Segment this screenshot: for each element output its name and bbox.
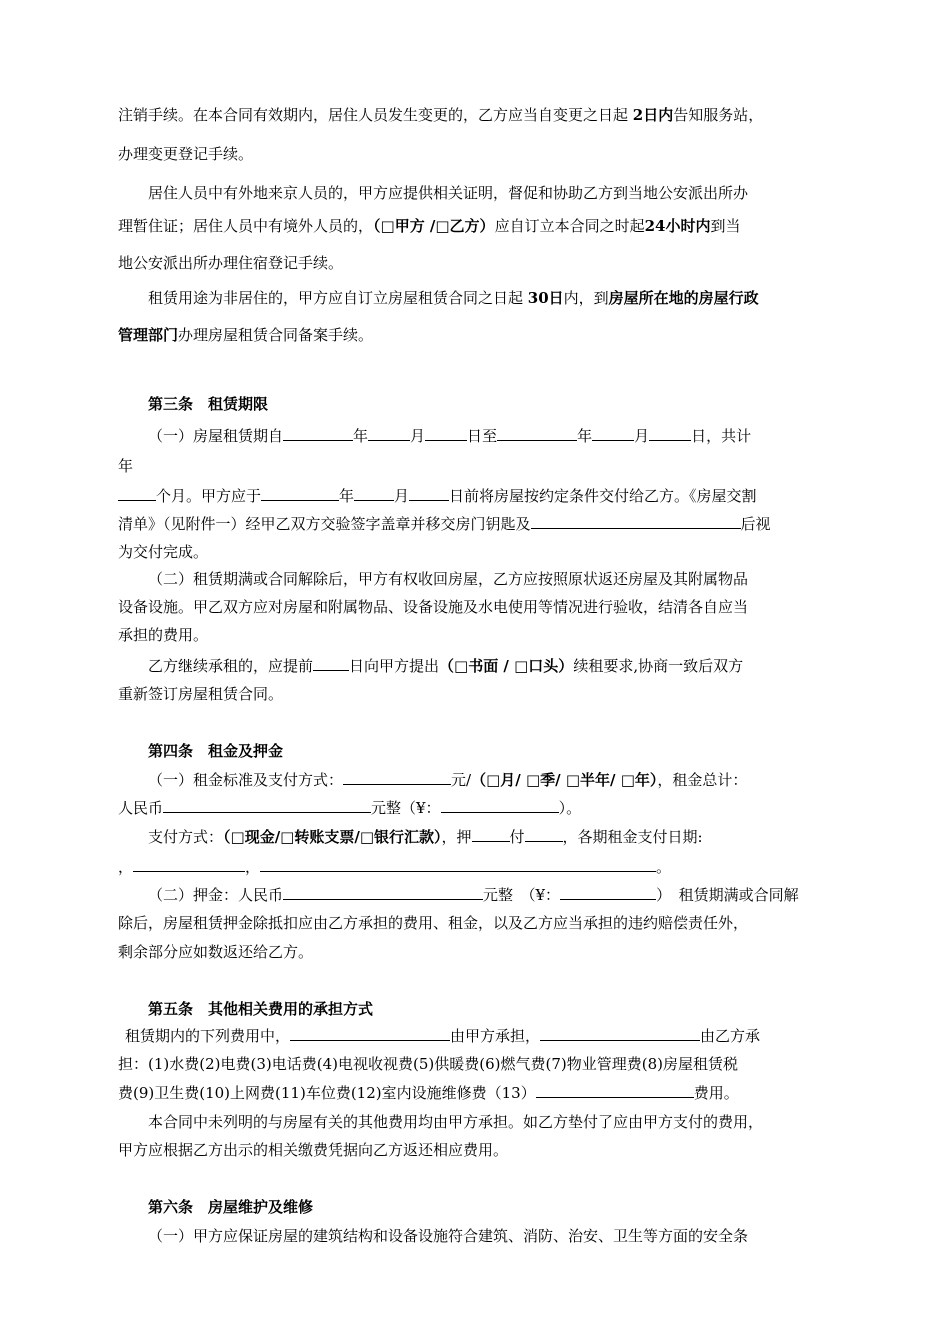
deadline-24h: 24小时内 — [644, 217, 711, 235]
art4-line2: 人民币 元整（¥： ）。 — [118, 799, 582, 817]
deadline-2days: 2日内 — [632, 106, 674, 124]
article-3-title: 第三条 租赁期限 — [148, 395, 269, 413]
blank-pay-date-1[interactable] — [133, 857, 245, 872]
blank-pay-date-2[interactable] — [260, 857, 656, 872]
renewal-form-option[interactable]: （□书面 / □口头） — [439, 657, 574, 675]
art3-line6: （二）租赁期满或合同解除后，甲方有权收回房屋，乙方应按照原状返还房屋及其附属物品 — [148, 570, 749, 588]
art3-line2: 年 — [118, 457, 134, 475]
para2-line2: 理暂住证；居住人员中有境外人员的，（□甲方 /□乙方）应自订立本合同之时起24小时内到当 — [118, 217, 741, 235]
article-5-title: 第五条 其他相关费用的承担方式 — [148, 1000, 374, 1018]
para2-line1: 居住人员中有外地来京人员的，甲方应提供相关证明，督促和协助乙方到当地公安派出所办 — [148, 184, 749, 202]
art3-line8: 承担的费用。 — [118, 626, 209, 644]
article-6-title: 第六条 房屋维护及维修 — [148, 1198, 314, 1216]
art3-line9: 乙方继续承租的，应提前 日向甲方提出（□书面 / □口头）续租要求,协商一致后双方 — [148, 657, 744, 675]
blank-end-month[interactable] — [592, 426, 634, 441]
blank-notice-days[interactable] — [313, 656, 349, 671]
art3-line7: 设备设施。甲乙双方应对房屋和附属物品、设备设施及水电使用等情况进行验收，结清各自应当 — [118, 598, 749, 616]
para3-line1: 租赁用途为非居住的，甲方应自订立房屋租赁合同之日起 30日内，到房屋所在地的房屋行政 — [148, 289, 759, 307]
art5-line3: 费(9)卫生费(10)上网费(11)车位费(12)室内设施维修费（13） 费用。 — [118, 1084, 739, 1102]
blank-tenant-fees[interactable] — [540, 1026, 700, 1041]
blank-deliver-year[interactable] — [261, 486, 339, 501]
art4-line3: 支付方式：（□现金/□转账支票/□银行汇款），押 付 ，各期租金支付日期: — [148, 828, 703, 846]
blank-deliver-day[interactable] — [409, 486, 449, 501]
blank-deposit-num[interactable] — [560, 885, 656, 900]
para1-line1: 注销手续。在本合同有效期内，居住人员发生变更的，乙方应当自变更之日起 2日内告知服务站， — [118, 106, 764, 124]
art6-line1: （一）甲方应保证房屋的建筑结构和设备设施符合建筑、消防、治安、卫生等方面的安全条 — [148, 1227, 749, 1245]
blank-handover-items[interactable] — [531, 514, 741, 529]
blank-rent-amount[interactable] — [343, 770, 451, 785]
art4-line6: 除后，房屋租赁押金除抵扣应由乙方承担的费用、租金，以及乙方应当承担的违约赔偿责任外， — [118, 914, 749, 932]
blank-rent-total-cn[interactable] — [163, 798, 371, 813]
blank-other-fee[interactable] — [536, 1083, 694, 1098]
art5-line1: 租赁期内的下列费用中， 由甲方承担， 由乙方承 — [125, 1027, 761, 1045]
art4-line5: （二）押金：人民币 元整 （¥： ） 租赁期满或合同解 — [148, 886, 799, 904]
art3-line3: 个月。甲方应于 年 月 日前将房屋按约定条件交付给乙方。《房屋交割 — [118, 485, 840, 506]
blank-end-year[interactable] — [497, 426, 577, 441]
payment-method-option[interactable]: （□现金/□转账支票/□银行汇款） — [223, 828, 442, 846]
blank-deposit-cn[interactable] — [283, 885, 483, 900]
art4-line4: ， ， 。 — [118, 858, 672, 876]
blank-start-day[interactable] — [425, 426, 467, 441]
blank-start-month[interactable] — [368, 426, 410, 441]
art4-line1: （一）租金标准及支付方式： 元/（□月/ □季/ □半年/ □年），租金总计： — [148, 771, 748, 789]
art3-line4: 清单》（见附件一）经甲乙双方交验签字盖章并移交房门钥匙及 后视 — [118, 515, 771, 533]
blank-deliver-month[interactable] — [354, 486, 394, 501]
para3-line2: 管理部门办理房屋租赁合同备案手续。 — [118, 326, 374, 344]
art5-line2: 担：(1)水费(2)电费(3)电话费(4)电视收视费(5)供暖费(6)燃气费(7)物业管理费(8)房屋租赁税 — [118, 1055, 738, 1073]
article-4-title: 第四条 租金及押金 — [148, 742, 284, 760]
art3-line5: 为交付完成。 — [118, 543, 209, 561]
art3-line1: （一）房屋租赁期自 年 月 日至 年 月 日，共计 — [148, 427, 752, 445]
blank-deposit-months[interactable] — [472, 827, 510, 842]
art3-line10: 重新签订房屋租赁合同。 — [118, 685, 284, 703]
blank-end-day[interactable] — [649, 426, 691, 441]
party-checkbox-option[interactable]: （□甲方 /□乙方） — [373, 217, 495, 235]
rent-period-option[interactable]: （□月/ □季/ □半年/ □年） — [471, 771, 658, 789]
blank-rent-total-num[interactable] — [441, 798, 559, 813]
blank-months[interactable] — [118, 486, 156, 501]
art5-line4: 本合同中未列明的与房屋有关的其他费用均由甲方承担。如乙方垫付了应由甲方支付的费用， — [148, 1113, 764, 1131]
art5-line5: 甲方应根据乙方出示的相关缴费凭据向乙方返还相应费用。 — [118, 1141, 509, 1159]
para2-line3: 地公安派出所办理住宿登记手续。 — [118, 254, 344, 272]
art4-line7: 剩余部分应如数返还给乙方。 — [118, 943, 314, 961]
blank-pay-months[interactable] — [525, 827, 563, 842]
para1-line2: 办理变更登记手续。 — [118, 145, 254, 163]
blank-start-year[interactable] — [283, 426, 353, 441]
blank-landlord-fees[interactable] — [290, 1026, 450, 1041]
